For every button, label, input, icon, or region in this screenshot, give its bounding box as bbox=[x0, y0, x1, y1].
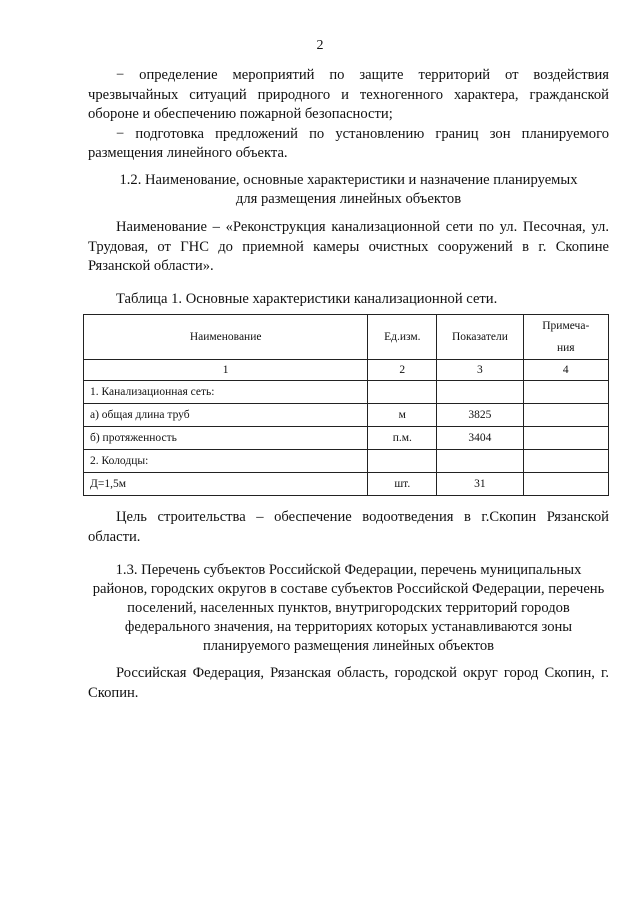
table-row bbox=[84, 381, 609, 404]
table-cell: м bbox=[368, 404, 437, 427]
header-name: Наименование bbox=[84, 315, 368, 360]
table-cell bbox=[368, 450, 437, 473]
column-number: 4 bbox=[523, 360, 608, 381]
section-heading-line: федерального значения, на территориях которых устанавливаются зоны bbox=[124, 619, 573, 635]
table-cell bbox=[523, 473, 608, 496]
page-number: 2 bbox=[316, 38, 324, 53]
column-number: 3 bbox=[437, 360, 523, 381]
section-heading-line: 1.3. Перечень субъектов Российской Федерации, перечень муниципальных bbox=[115, 562, 582, 578]
table-cell: 1. Канализационная сеть: bbox=[84, 381, 368, 404]
table-cell: 2. Колодцы: bbox=[84, 450, 368, 473]
table-cell: а) общая длина труб bbox=[84, 404, 368, 427]
column-number: 1 bbox=[84, 360, 368, 381]
table-cell bbox=[437, 450, 523, 473]
intro-list bbox=[88, 66, 609, 164]
intro-list-item: − определение мероприятий по защите территорий от воздействия чрезвычайных ситуаций природного и техногенного характера, гражданской обороне и обеспечению пожарной безопасности; bbox=[88, 67, 609, 122]
table-cell bbox=[368, 381, 437, 404]
object-name-paragraph: Наименование – «Реконструкция канализационной сети по ул. Песочная, ул. Трудовая, от ГНС до приемной камеры очистных сооружений в г. Скопине Рязанской области». bbox=[88, 219, 609, 274]
table-cell: 31 bbox=[437, 473, 523, 496]
table-cell: б) протяженность bbox=[84, 427, 368, 450]
table-cell bbox=[523, 450, 608, 473]
territory-paragraph: Российская Федерация, Рязанская область, городской округ город Скопин, г. Скопин. bbox=[88, 665, 609, 701]
table-cell bbox=[523, 381, 608, 404]
table-row bbox=[84, 450, 609, 473]
table-cell bbox=[523, 427, 608, 450]
table-caption: Таблица 1. Основные характеристики канализационной сети. bbox=[116, 291, 498, 307]
table-cell bbox=[437, 381, 523, 404]
header-note bbox=[523, 315, 608, 360]
table-row bbox=[84, 404, 609, 427]
header-note-line: ния bbox=[556, 342, 575, 354]
table-cell bbox=[523, 404, 608, 427]
table-cell: Д=1,5м bbox=[84, 473, 368, 496]
section-heading-line: 1.2. Наименование, основные характеристики и назначение планируемых bbox=[119, 172, 578, 188]
section-heading-line: для размещения линейных объектов bbox=[235, 191, 462, 207]
column-number-row bbox=[84, 360, 609, 381]
table-cell: 3825 bbox=[437, 404, 523, 427]
table-cell: шт. bbox=[368, 473, 437, 496]
specs-table bbox=[83, 314, 609, 496]
table-row bbox=[84, 427, 609, 450]
intro-list-item: − подготовка предложений по установлению границ зон планируемого размещения линейного объекта. bbox=[88, 125, 609, 161]
table-cell: п.м. bbox=[368, 427, 437, 450]
table-cell: 3404 bbox=[437, 427, 523, 450]
section-1-3-heading bbox=[88, 561, 609, 656]
header-unit: Ед.изм. bbox=[368, 315, 437, 360]
goal-paragraph: Цель строительства – обеспечение водоотведения в г.Скопин Рязанской области. bbox=[88, 509, 609, 545]
header-note-line: Примеча- bbox=[542, 320, 590, 332]
section-1-2-heading bbox=[88, 171, 609, 209]
table-row bbox=[84, 473, 609, 496]
section-heading-line: районов, городских округов в составе субъектов Российской Федерации, перечень bbox=[92, 581, 605, 597]
column-number: 2 bbox=[368, 360, 437, 381]
section-heading-line: поселений, населенных пунктов, внутригородских территорий городов bbox=[127, 600, 570, 616]
header-value: Показатели bbox=[437, 315, 523, 360]
section-heading-line: планируемого размещения линейных объектов bbox=[202, 638, 495, 654]
table-header-row bbox=[84, 315, 609, 360]
